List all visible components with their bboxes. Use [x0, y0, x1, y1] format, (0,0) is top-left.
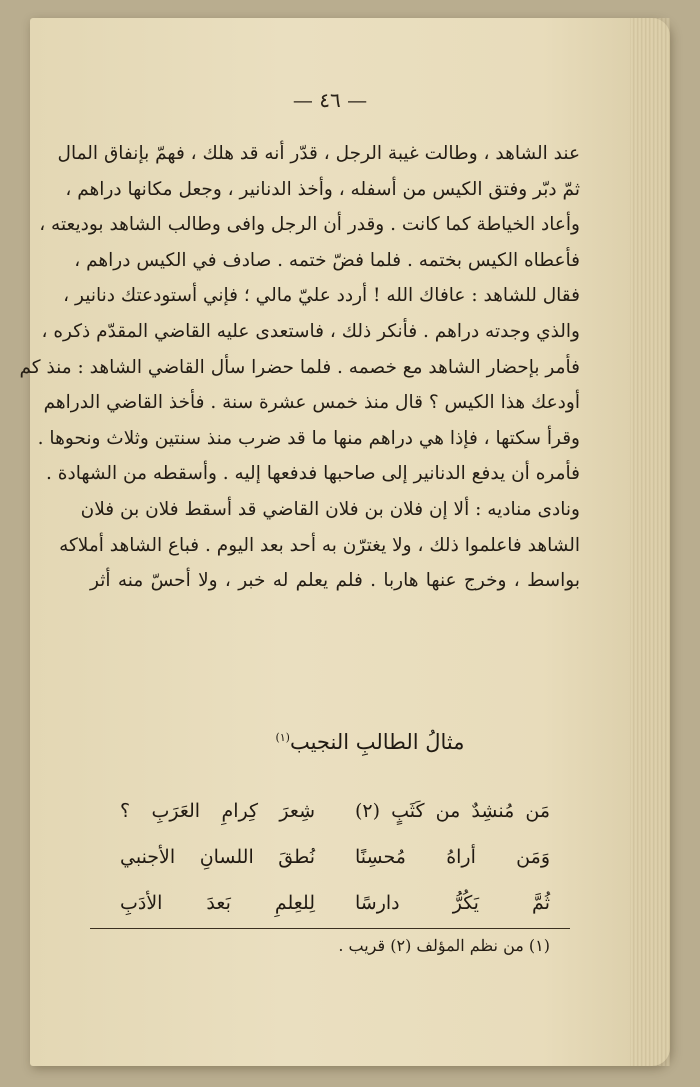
- prose-line: فأمر بإحضار الشاهد مع خصمه . فلما حضرا سأل القاضي الشاهد : منذ كم: [19, 356, 580, 378]
- prose-paragraph: [19, 136, 580, 599]
- verse-first-hemistich: وَمَن أراهُ مُحسِنًا: [355, 846, 550, 868]
- poem: [120, 788, 550, 926]
- footnotes: (١) من نظم المؤلف (٢) قريب .: [338, 936, 550, 955]
- footnote-marker: (١): [275, 731, 290, 744]
- prose-line: وقرأ سكتها ، فإذا هي دراهم منها ما قد ضرب منذ سنتين وثلاث ونحوها .: [37, 427, 580, 449]
- footnote-rule: [90, 928, 570, 929]
- book-page: [19, 18, 670, 1066]
- verse-first-hemistich: ثُمَّ يَكُرُّ دارسًا: [355, 892, 550, 914]
- section-title-text: مثالُ الطالبِ النجيب: [289, 730, 465, 754]
- prose-line: بواسط ، وخرج عنها هاربا . فلم يعلم له خبر ، ولا أحسّ منه أثر: [90, 570, 580, 592]
- poem-verse: [120, 880, 550, 926]
- prose-line: وأعاد الخياطة كما كانت . وقدر أن الرجل وافى وطالب الشاهد بوديعته ،: [39, 214, 580, 236]
- verse-second-hemistich: لِلعِلمِ بَعدَ الأدَبِ: [120, 892, 315, 914]
- prose-line: عند الشاهد ، وطالت غيبة الرجل ، قدّر أنه قد هلك ، فهمّ بإنفاق المال: [57, 143, 580, 164]
- prose-line: فقال للشاهد : عافاك الله ! أردد عليّ مالي ؛ فإني أستودعتك دنانير ،: [63, 285, 580, 307]
- prose-line: فأعطاه الكيس بختمه . فلما فضّ ختمه . صادف في الكيس دراهم ،: [74, 249, 580, 271]
- prose-line: والذي وجدته دراهم . فأنكر ذلك ، فاستعدى عليه القاضي المقدّم ذكره ،: [41, 320, 580, 342]
- verse-first-hemistich: مَن مُنشِدٌ من كَثَبٍ (٢): [355, 800, 550, 822]
- page-number: — ٤٦ —: [292, 88, 368, 112]
- poem-verse: [120, 834, 550, 880]
- prose-line: ثمّ دبّر وفتق الكيس من أسفله ، وأخذ الدنانير ، وجعل مكانها دراهم ،: [65, 178, 580, 200]
- verse-second-hemistich: شِعرَ كِرامِ العَرَبِ ؟: [120, 800, 315, 822]
- prose-line: ونادى مناديه : ألا إن فلان بن فلان القاضي قد أسقط فلان بن فلان: [80, 498, 580, 520]
- page-edge: [630, 18, 670, 1066]
- section-title: [250, 730, 490, 754]
- verse-second-hemistich: نُطقَ اللسانِ الأجنبي: [120, 846, 315, 868]
- prose-line: الشاهد فاعلموا ذلك ، ولا يغترّن به أحد بعد اليوم . فباع الشاهد أملاكه: [59, 534, 580, 556]
- prose-line: فأمره أن يدفع الدنانير إلى صاحبها فدفعها إليه . وأسقطه من الشهادة .: [46, 463, 580, 485]
- poem-verse: [120, 788, 550, 834]
- prose-line: أودعك هذا الكيس ؟ قال منذ خمس عشرة سنة . فأخذ القاضي الدراهم: [43, 392, 580, 414]
